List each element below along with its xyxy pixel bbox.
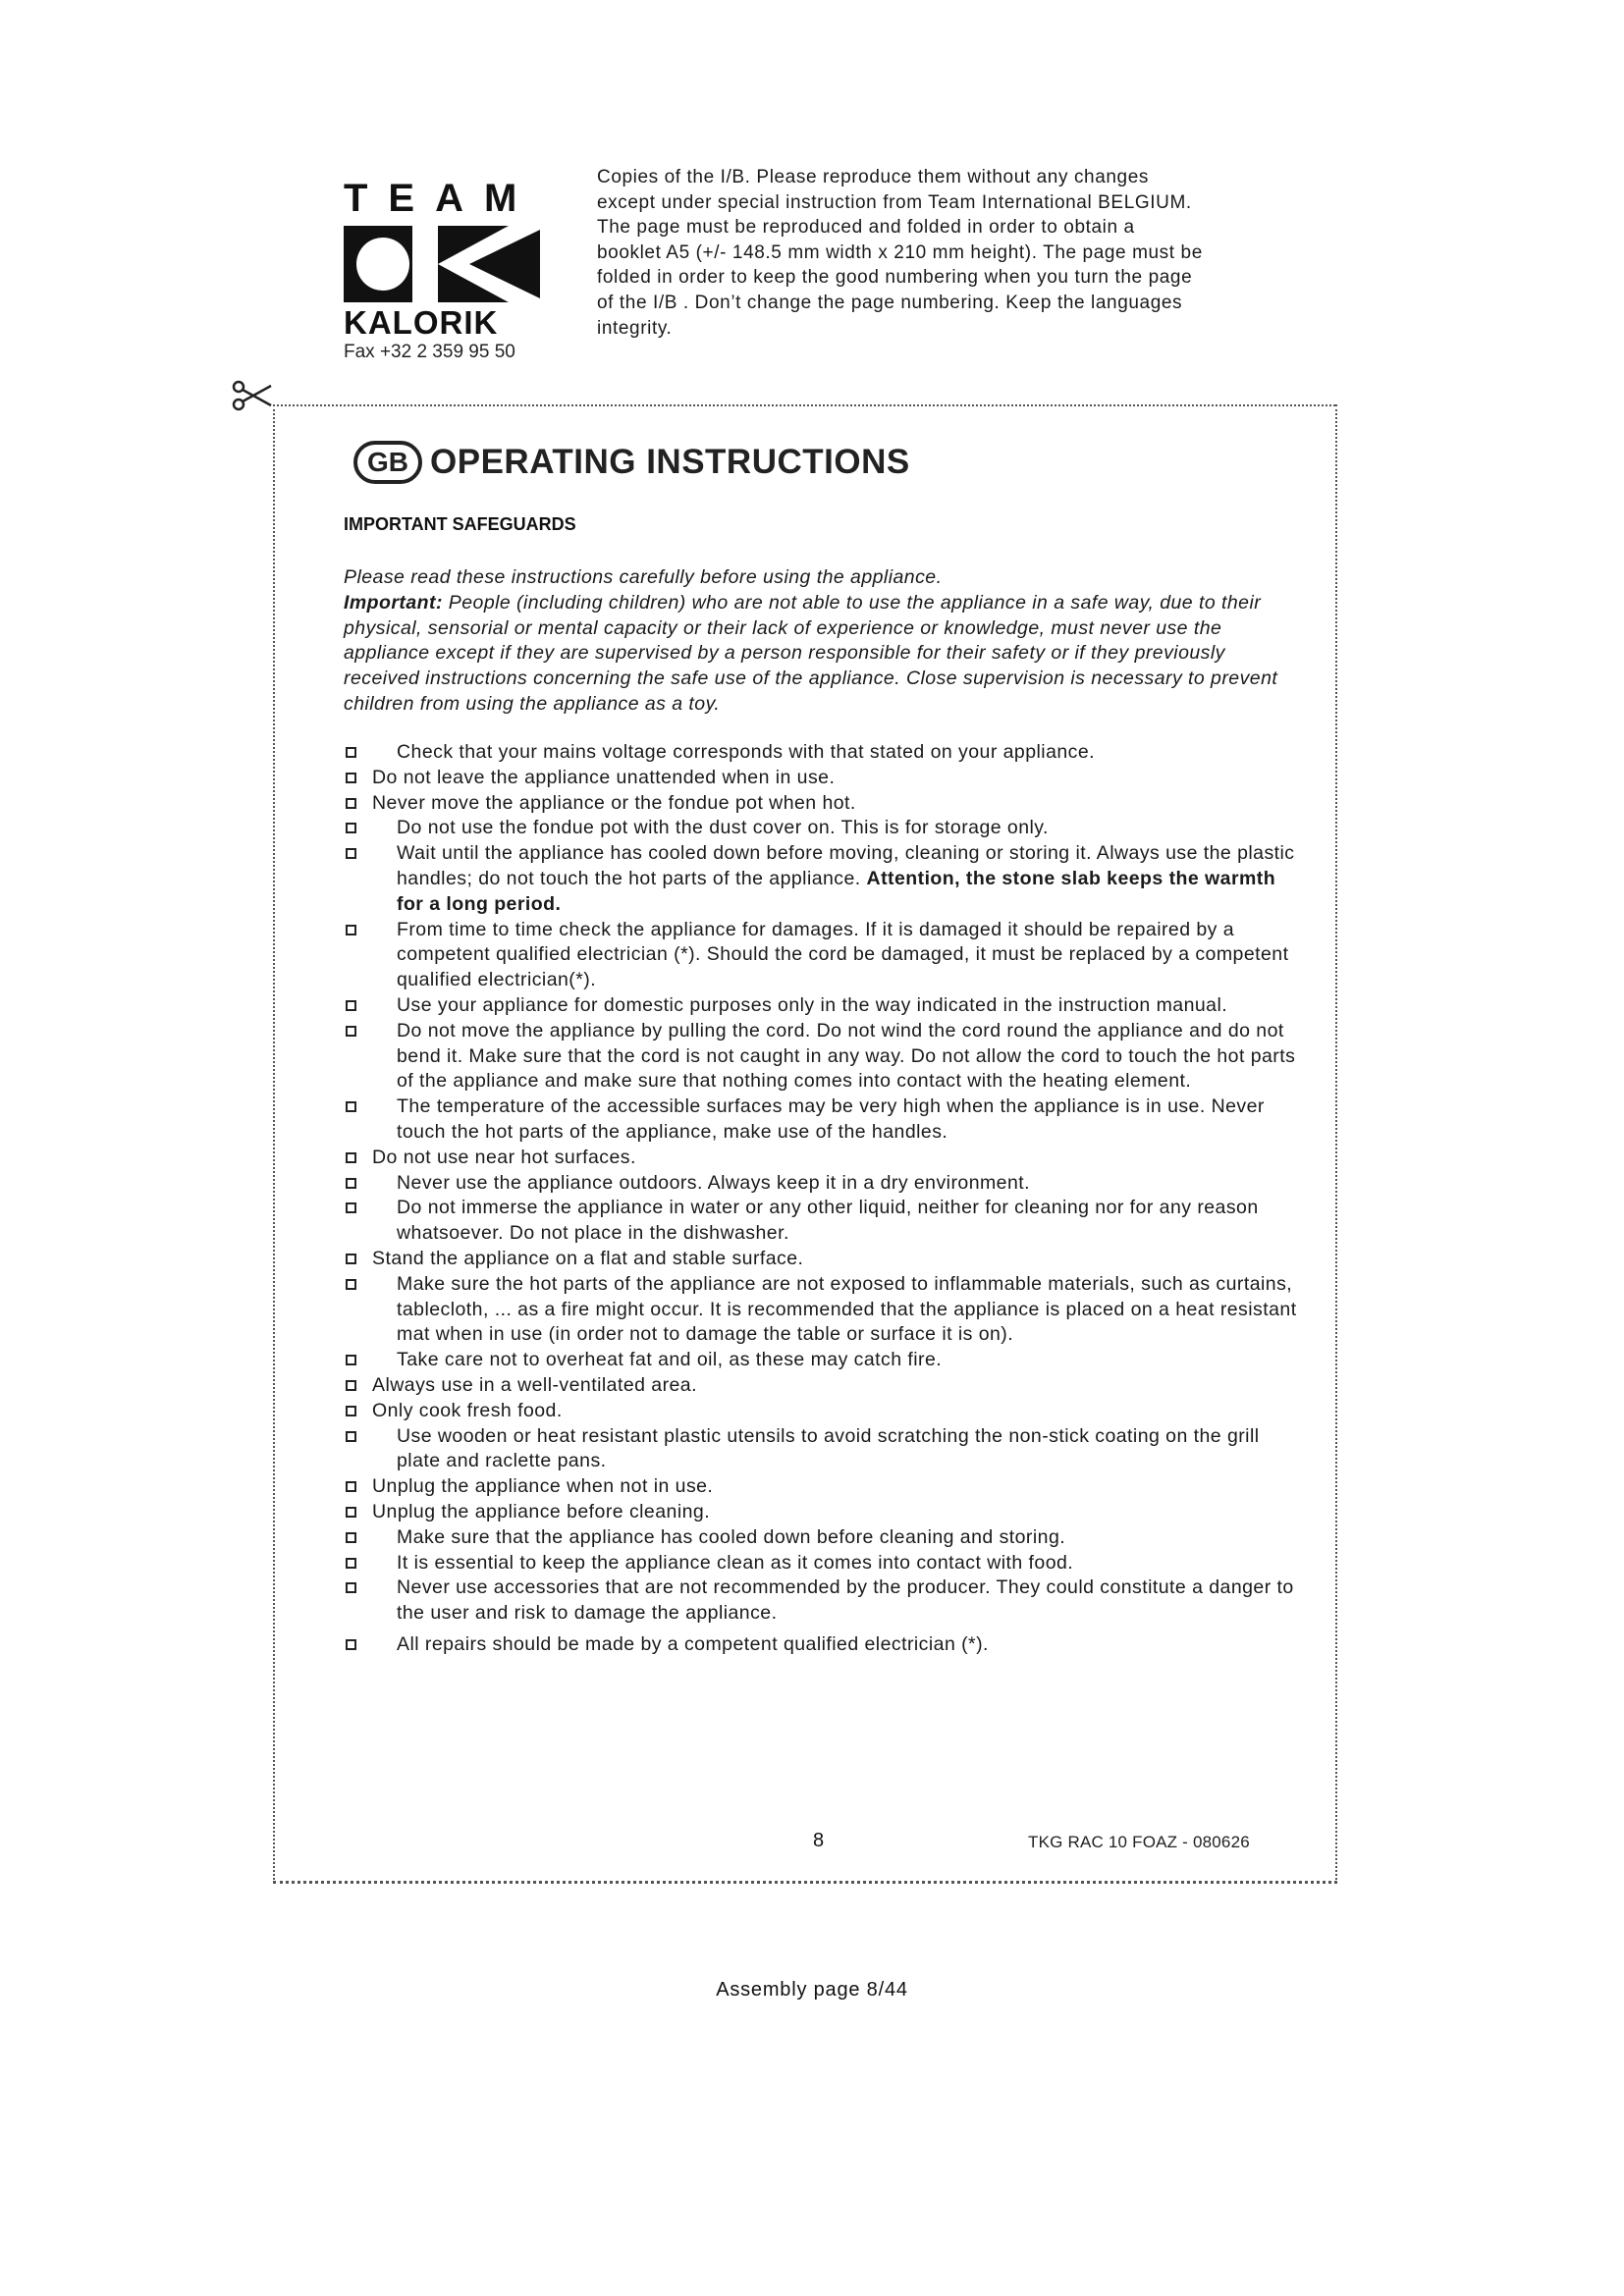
logo-kalorik-text: KALORIK [344, 304, 499, 341]
checkbox-bullet-icon [346, 1279, 356, 1290]
list-item: Do not use near hot surfaces. [344, 1146, 1306, 1171]
attention-note: Attention, the stone slab keeps the warmth for a long period. [397, 867, 1276, 915]
list-item: Unplug the appliance when not in use. [344, 1474, 1306, 1500]
list-item: Check that your mains voltage corresponds with that stated on your appliance. [344, 740, 1306, 766]
logo-team-text: TEAM [344, 177, 538, 220]
list-item: Use your appliance for domestic purposes only in the way indicated in the instruction manual. [344, 993, 1306, 1019]
list-item: Never use the appliance outdoors. Always keep it in a dry environment. [344, 1171, 1306, 1197]
checkbox-bullet-icon [346, 1202, 356, 1213]
checkbox-bullet-icon [346, 848, 356, 859]
list-item: Only cook fresh food. [344, 1399, 1306, 1424]
checkbox-bullet-icon [346, 1582, 356, 1593]
checkbox-bullet-icon [346, 1639, 356, 1650]
checkbox-bullet-icon [346, 823, 356, 833]
checkbox-bullet-icon [346, 925, 356, 935]
checkbox-bullet-icon [346, 747, 356, 758]
intro-paragraph [344, 565, 1286, 718]
safeguards-list [344, 740, 1306, 1658]
checkbox-bullet-icon [346, 1558, 356, 1569]
team-kalorik-logo [344, 179, 550, 363]
section-heading: IMPORTANT SAFEGUARDS [344, 514, 576, 534]
checkbox-bullet-icon [346, 1152, 356, 1163]
language-badge: GB [353, 441, 422, 484]
checkbox-bullet-icon [346, 1481, 356, 1492]
fax-number: Fax +32 2 359 95 50 [344, 342, 515, 362]
list-item: All repairs should be made by a competent qualified electrician (*). [344, 1632, 1306, 1658]
checkbox-bullet-icon [346, 1507, 356, 1518]
checkbox-bullet-icon [346, 1178, 356, 1189]
checkbox-bullet-icon [346, 1026, 356, 1037]
page-number: 8 [813, 1830, 825, 1851]
list-item: Do not move the appliance by pulling the cord. Do not wind the cord round the appliance and do not bend it. Make sure that the cord is not caught in any way. Do not allow the cord to touch the hot parts of the appliance and make sure that nothing comes into contact with the heating element. [344, 1019, 1306, 1095]
list-item: It is essential to keep the appliance clean as it comes into contact with food. [344, 1551, 1306, 1576]
checkbox-bullet-icon [346, 1101, 356, 1112]
intro-read-instructions: Please read these instructions carefully before using the appliance. [344, 566, 943, 588]
list-item: From time to time check the appliance for damages. If it is damaged it should be repaired by a competent qualified electrician (*). Should the cord be damaged, it must be replaced by a competent qualified electrician(*). [344, 918, 1306, 993]
list-item: Stand the appliance on a flat and stable surface. [344, 1247, 1306, 1272]
assembly-page-label: Assembly page 8/44 [716, 1979, 908, 2001]
important-text: People (including children) who are not able to use the appliance in a safe way, due to their physical, sensorial or mental capacity or their lack of experience or knowledge, must never use the appliance except if they are supervised by a person responsible for their safety or if they previously received instructions concerning the safe use of the appliance. Close supervision is necessary to prevent children from using the appliance as a toy. [344, 591, 1278, 715]
checkbox-bullet-icon [346, 1431, 356, 1442]
list-item: Never use accessories that are not recommended by the producer. They could constitute a danger to the user and risk to damage the appliance. [344, 1575, 1306, 1627]
list-item: Make sure the hot parts of the appliance are not exposed to inflammable materials, such as curtains, tablecloth, ... as a fire might occur. It is recommended that the appliance is placed on a heat resistant mat when in use (in order not to damage the table or surface it is on). [344, 1272, 1306, 1348]
list-item: Always use in a well-ventilated area. [344, 1373, 1306, 1399]
list-item: Do not leave the appliance unattended when in use. [344, 766, 1306, 791]
list-item: Do not use the fondue pot with the dust cover on. This is for storage only. [344, 816, 1306, 841]
page-heading [353, 438, 910, 487]
list-item: Use wooden or heat resistant plastic utensils to avoid scratching the non-stick coating on the grill plate and raclette pans. [344, 1424, 1306, 1475]
list-item: Make sure that the appliance has cooled down before cleaning and storing. [344, 1525, 1306, 1551]
list-item: Take care not to overheat fat and oil, as these may catch fire. [344, 1348, 1306, 1373]
checkbox-bullet-icon [346, 1380, 356, 1391]
list-item: Unplug the appliance before cleaning. [344, 1500, 1306, 1525]
checkbox-bullet-icon [346, 1532, 356, 1543]
intro-important [344, 591, 1286, 718]
important-label: Important: [344, 591, 443, 614]
document-code: TKG RAC 10 FOAZ - 080626 [1028, 1833, 1250, 1851]
header [344, 165, 1296, 362]
checkbox-bullet-icon [346, 1355, 356, 1365]
reproduction-note: Copies of the I/B. Please reproduce them without any changes except under special instruction from Team International BELGIUM. The page must be reproduced and folded in order to obtain a booklet A5 (+/- 148.5 mm width x 210 mm height). The page must be folded in order to keep the good numbering when you turn the page of the I/B . Don’t change the page numbering. Keep the languages integrity. [597, 167, 1203, 339]
kalorik-k-logo-icon [344, 226, 540, 302]
checkbox-bullet-icon [346, 773, 356, 783]
checkbox-bullet-icon [346, 1254, 356, 1264]
list-item: The temperature of the accessible surfaces may be very high when the appliance is in use. Never touch the hot parts of the appliance, make use of the handles. [344, 1095, 1306, 1146]
list-item: Never move the appliance or the fondue pot when hot. [344, 791, 1306, 817]
list-item: Do not immerse the appliance in water or any other liquid, neither for cleaning nor for any reason whatsoever. Do not place in the dishwasher. [344, 1196, 1306, 1247]
page-title: OPERATING INSTRUCTIONS [430, 443, 910, 481]
checkbox-bullet-icon [346, 798, 356, 809]
scissors-icon [232, 379, 273, 412]
checkbox-bullet-icon [346, 1000, 356, 1011]
checkbox-bullet-icon [346, 1406, 356, 1416]
list-item: Wait until the appliance has cooled down before moving, cleaning or storing it. Always use the plastic handles; do not touch the hot parts of the appliance. Attention, the stone slab keeps the warmth for a long period. [344, 841, 1306, 917]
